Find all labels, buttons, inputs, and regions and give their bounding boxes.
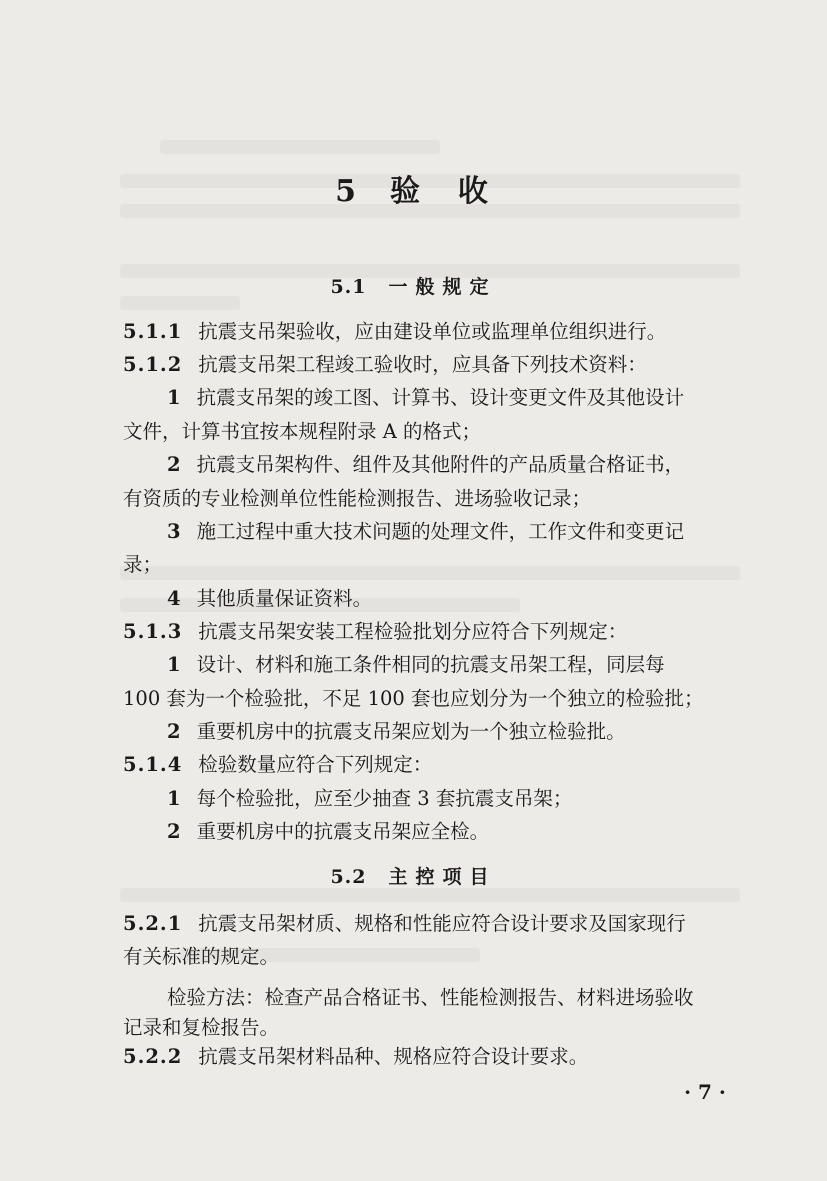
continuation-line	[123, 486, 747, 512]
item-line	[167, 719, 747, 745]
item-line	[167, 819, 747, 845]
clause-line	[123, 352, 747, 378]
clause-line	[123, 319, 747, 345]
continuation-line	[123, 1015, 747, 1041]
item-number: 3	[167, 520, 181, 543]
continuation-text: 100 套为一个检验批，不足 100 套也应划分为一个独立的检验批；	[123, 687, 704, 710]
continuation-text: 录；	[123, 553, 163, 576]
continuation-text: 文件，计算书宜按本规程附录 A 的格式；	[123, 420, 481, 443]
clause-number: 5.1.3	[123, 620, 183, 643]
item-number: 2	[167, 453, 181, 476]
continuation-line	[123, 944, 747, 970]
clause-text: 抗震支吊架安装工程检验批划分应符合下列规定：	[198, 620, 628, 643]
section-title-5-2	[0, 862, 827, 889]
chapter-title	[0, 166, 827, 210]
item-line	[167, 385, 747, 411]
page-number: · 7 ·	[684, 1080, 726, 1104]
continuation-line	[123, 686, 747, 712]
item-text: 设计、材料和施工条件相同的抗震支吊架工程，同层每	[196, 653, 665, 676]
continuation-text: 记录和复检报告。	[123, 1016, 280, 1039]
clause-text: 抗震支吊架工程竣工验收时，应具备下列技术资料：	[198, 353, 647, 376]
inspection-method-line	[167, 985, 747, 1011]
continuation-text: 有关标准的规定。	[123, 945, 280, 968]
item-number: 2	[167, 720, 181, 743]
continuation-line	[123, 552, 747, 578]
continuation-text: 有资质的专业检测单位性能检测报告、进场验收记录；	[123, 487, 592, 510]
item-line	[167, 586, 747, 612]
section-title-5-1	[0, 272, 827, 299]
item-text: 抗震支吊架构件、组件及其他附件的产品质量合格证书，	[196, 453, 685, 476]
item-text: 其他质量保证资料。	[196, 587, 373, 610]
item-line	[167, 452, 747, 478]
clause-line	[123, 911, 747, 937]
item-line	[167, 652, 747, 678]
chapter-number: 5	[335, 174, 360, 209]
clause-number: 5.2.2	[123, 1045, 183, 1068]
item-number: 1	[167, 787, 181, 810]
section-number: 5.2	[330, 866, 367, 888]
clause-number: 5.1.2	[123, 353, 183, 376]
item-text: 每个检验批，应至少抽查 3 套抗震支吊架；	[196, 787, 573, 810]
item-number: 2	[167, 820, 181, 843]
clause-number: 5.1.1	[123, 320, 183, 343]
clause-number: 5.2.1	[123, 912, 183, 935]
item-text: 施工过程中重大技术问题的处理文件，工作文件和变更记	[196, 520, 685, 543]
section-name: 主控项目	[388, 866, 497, 888]
item-number: 1	[167, 653, 181, 676]
item-number: 1	[167, 386, 181, 409]
item-text: 抗震支吊架的竣工图、计算书、设计变更文件及其他设计	[196, 386, 685, 409]
clause-text: 抗震支吊架材质、规格和性能应符合设计要求及国家现行	[198, 912, 686, 935]
clause-number: 5.1.4	[123, 753, 183, 776]
section-number: 5.1	[330, 276, 367, 298]
clause-text: 检验数量应符合下列规定：	[198, 753, 433, 776]
clause-line	[123, 619, 747, 645]
section-name: 一般规定	[388, 276, 497, 298]
chapter-name: 验 收	[389, 174, 492, 209]
clause-line	[123, 1044, 747, 1070]
clause-line	[123, 752, 747, 778]
item-number: 4	[167, 587, 181, 610]
item-line	[167, 519, 747, 545]
item-line	[167, 786, 747, 812]
inspection-method-text: 检验方法：检查产品合格证书、性能检测报告、材料进场验收	[167, 986, 694, 1009]
item-text: 重要机房中的抗震支吊架应全检。	[196, 820, 490, 843]
continuation-line	[123, 419, 747, 445]
clause-text: 抗震支吊架验收，应由建设单位或监理单位组织进行。	[198, 320, 667, 343]
item-text: 重要机房中的抗震支吊架应划为一个独立检验批。	[196, 720, 626, 743]
show-through-text	[160, 140, 440, 154]
show-through-text	[120, 888, 740, 902]
clause-text: 抗震支吊架材料品种、规格应符合设计要求。	[198, 1045, 589, 1068]
